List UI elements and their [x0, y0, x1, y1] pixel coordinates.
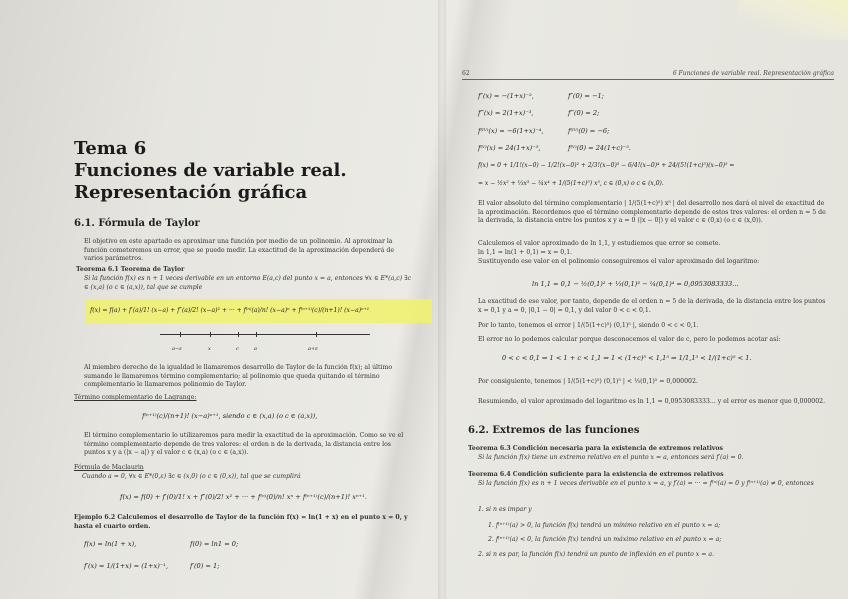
- deriv-line: f″(x) = −(1+x)⁻²,: [478, 92, 534, 100]
- axis-label: c: [236, 346, 239, 352]
- axis-label: x: [208, 346, 211, 352]
- axis-label: a: [254, 346, 257, 352]
- section-heading-6-2: 6.2. Extremos de las funciones: [468, 425, 640, 436]
- list-item: 1. f⁽ⁿ⁺¹⁾(a) > 0, la función f(x) tendrá un mínimo relativo en el punto x = a;: [488, 522, 721, 529]
- number-line: [160, 334, 370, 335]
- theorem-6-1-body: Si la función f(x) es n + 1 veces derivable en un entorno E(a,c) del punto x = a, entonces ∀x ∈ E*(a,c) ∃c ∈ (x,a) (o c ∈ (a,x)), tal que se cumple: [84, 275, 411, 291]
- expansion-line-2: = x − ½x² + ⅓x³ − ¼x⁴ + 1/(5(1+c)⁵) x⁵, c ∈ (0,x) o c ∈ (x,0).: [478, 180, 664, 187]
- subst-paragraph: Sustituyendo ese valor en el polinomio conseguiremos el valor aproximado del logaritmo:: [478, 258, 760, 265]
- theorem-6-4-title: Teorema 6.4 Condición suficiente para la existencia de extremos relativos: [468, 471, 724, 478]
- error-paragraph: Por lo tanto, tenemos el error | 1/(5(1+c)⁵) (0,1)⁵ |, siendo 0 < c < 0,1.: [478, 322, 699, 329]
- theorem-6-3-body: Si la función f(x) tiene un extremo relativo en el punto x = a, entonces será f′(a) = 0.: [478, 454, 744, 461]
- abs-value-paragraph: El valor absoluto del término complementario | 1/(5(1+c)⁵) x⁵ | del desarrollo nos dará el nivel de exactitud de la aproximación. Recordemos que el término complementario depende de estos tres valores: el orden n = 5 de la derivada, la distancia entre los puntos x y a = 0 (|x − 0|) y el valor c ∈ (0,x) (o c ∈ (x,0)).: [478, 200, 826, 225]
- summary-paragraph: Resumiendo, el valor aproximado del logaritmo es ln 1,1 = 0,0953083333... y el error es menor que 0,000002.: [478, 398, 826, 405]
- deriv-line: f⁽ᴵⱽ⁾(x) = −6(1+x)⁻⁴,: [478, 127, 544, 135]
- expansion-line-1: f(x) = 0 + 1/1!(x−0) − 1/2!(x−0)² + 2/3!(x−0)³ − 6/4!(x−0)⁴ + 24/(5!(1+c)⁵)(x−0)⁵ =: [478, 162, 735, 169]
- deriv-line: f‴(x) = 2(1+x)⁻³,: [478, 109, 534, 117]
- deriv-value: f⁽ᴵⱽ⁾(0) = −6;: [568, 127, 610, 135]
- lagrange-formula: f⁽ⁿ⁺¹⁾(c)/(n+1)! (x−a)ⁿ⁺¹, siendo c ∈ (x,a) (o c ∈ (a,x)),: [142, 412, 318, 420]
- lagrange-heading: Término complementario de Lagrange:: [74, 394, 197, 401]
- running-header: [462, 70, 834, 80]
- member-paragraph: Al miembro derecho de la igualdad le llamaremos desarrollo de Taylor de la función f(x); al último sumando le llamaremos término complementario; al polinomio que queda quitando el término complementario le llamaremos polinomio de Taylor.: [84, 364, 393, 389]
- maclaurin-formula: f(x) = f(0) + f′(0)/1! x + f″(0)/2! x² + ··· + f⁽ⁿ⁾(0)/n! xⁿ + f⁽ⁿ⁺¹⁾(c)/(n+1)! xⁿ⁺¹.: [120, 493, 367, 501]
- page-number: 62: [462, 70, 470, 77]
- axis-label: a−ε: [172, 346, 182, 352]
- list-item: 2. si n es par, la función f(x) tendrá un punto de inflexión en el punto x = a.: [478, 551, 715, 558]
- example-line-2b: f′(0) = 1;: [190, 562, 220, 570]
- tick-a-plus-eps: [316, 332, 317, 337]
- example-line-2a: f′(x) = 1/(1+x) = (1+x)⁻¹,: [84, 562, 169, 570]
- consequence-paragraph: Por consiguiente, tenemos | 1/(5(1+c)⁵) (0,1)⁵ | < ⅕(0,1)⁵ = 0,000002.: [478, 378, 698, 385]
- example-6-2: Ejemplo 6.2 Calculemos el desarrollo de Taylor de la función f(x) = ln(1 + x) en el punto x = 0, y hasta el cuarto orden.: [74, 514, 408, 530]
- cannot-compute-paragraph: El error no lo podemos calcular porque desconocemos el valor de c, pero lo podemos acotar así:: [478, 336, 781, 343]
- axis-label: a+ε: [308, 346, 318, 352]
- exactness-paragraph: La exactitud de ese valor, por tanto, depende de el orden n = 5 de la derivada, de la distancia entre los puntos x = 0,1 y a = 0, |0,1 − 0| = 0,1, y del valor 0 < c < 0,1.: [478, 298, 826, 314]
- tick-a-minus-eps: [180, 332, 181, 337]
- section-heading-6-1: 6.1. Fórmula de Taylor: [74, 218, 200, 229]
- example-line-1b: f(0) = ln1 = 0;: [190, 540, 239, 548]
- theorem-6-4-body: Si la función f(x) es n + 1 veces derivable en el punto x = a, y f′(a) = ··· = f⁽ⁿ⁾(a) = 0 y f⁽ⁿ⁺¹⁾(a) ≠ 0, entonces: [478, 480, 814, 487]
- calc-paragraph: Calculemos el valor aproximado de ln 1,1, y estudiemos que error se comete.: [478, 240, 721, 247]
- deriv-line: f⁽ⱽ⁾(x) = 24(1+x)⁻⁵,: [478, 144, 541, 152]
- chapter-title: [74, 138, 347, 204]
- intro-paragraph: El objetivo en este apartado es aproximar una función por medio de un polinomio. Al aproximar la función cometeremos un error, que se puede medir. La exactitud de la aproximación dependerá de varios parámetros.: [84, 238, 395, 263]
- theorem-6-3-title: Teorema 6.3 Condición necesaria para la existencia de extremos relativos: [468, 445, 724, 452]
- deriv-value: f″(0) = −1;: [568, 92, 604, 100]
- list-item: 1. si n es impar y: [478, 506, 532, 513]
- book-fold: [438, 0, 446, 599]
- maclaurin-text: Cuando a = 0, ∀x ∈ E*(0,ε) ∃c ∈ (x,0) (o c ∈ (0,x)), tal que se cumplirá: [82, 473, 301, 480]
- complement-paragraph: El término complementario lo utilizaremos para medir la exactitud de la aproximación. Como se ve el término complementario depende de tres valores: el orden n de la derivada, la distancia entre los puntos x y a (|x − a|) y el valor c ∈ (x,a) (o c ∈ (a,x)).: [84, 432, 404, 457]
- bound-line: 0 < c < 0,1 ⇒ 1 < 1 + c < 1,1 ⇒ 1 < (1+c)⁵ < 1,1⁵ ⇒ 1/1,1⁵ < 1/(1+c)⁵ < 1.: [502, 354, 752, 362]
- example-line-1a: f(x) = ln(1 + x),: [84, 540, 137, 548]
- taylor-formula: f(x) = f(a) + f′(a)/1! (x−a) + f″(a)/2! (x−a)² + ··· + f⁽ⁿ⁾(a)/n! (x−a)ⁿ + f⁽ⁿ⁺¹⁾(c)/(n+1)! (x−a)ⁿ⁺¹: [90, 307, 370, 314]
- running-title: 6 Funciones de variable real. Representación gráfica: [672, 70, 834, 77]
- deriv-value: f‴(0) = 2;: [568, 109, 600, 117]
- list-item: 2. f⁽ⁿ⁺¹⁾(a) < 0, la función f(x) tendrá un máximo relativo en el punto x = a;: [488, 536, 722, 543]
- chapter-title-line2: Representación gráfica: [74, 182, 308, 203]
- tick-a: [256, 332, 257, 337]
- tick-c: [238, 332, 239, 337]
- deriv-value: f⁽ⱽ⁾(0) = 24(1+c)⁻⁵.: [568, 144, 631, 152]
- theorem-6-1-title: Teorema 6.1 Teorema de Taylor: [76, 266, 185, 273]
- ln-line: ln 1,1 = ln(1 + 0,1) ⇒ x = 0,1.: [478, 249, 573, 256]
- left-page: [60, 0, 420, 599]
- chapter-title-line1: Funciones de variable real.: [74, 160, 347, 181]
- ln-approximation: ln 1,1 = 0,1 − ½(0,1)² + ⅓(0,1)³ − ¼(0,1)⁴ = 0,0953083333...: [532, 280, 739, 288]
- right-page: [462, 0, 834, 599]
- maclaurin-heading: Fórmula de Maclaurin: [74, 464, 144, 471]
- chapter-label: Tema 6: [74, 138, 147, 159]
- tick-x: [210, 332, 211, 337]
